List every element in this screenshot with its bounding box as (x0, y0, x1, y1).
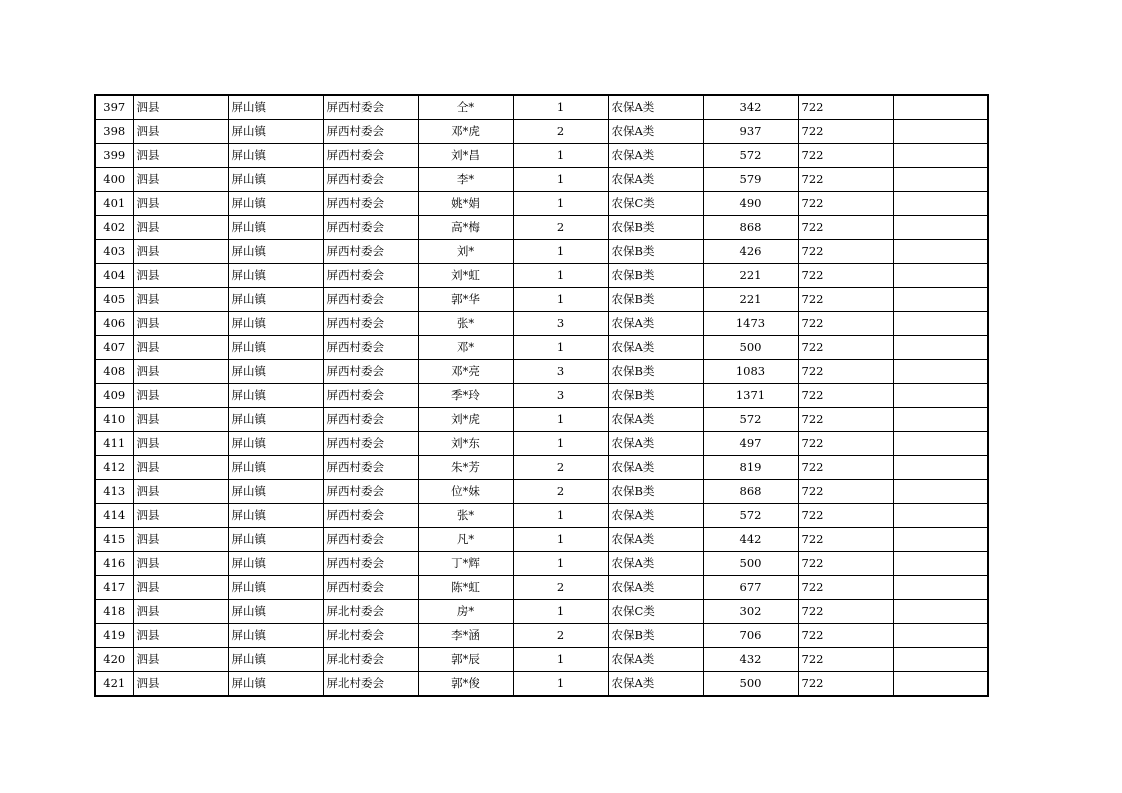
name-cell: 高*梅 (418, 216, 513, 240)
village-cell: 屏西村委会 (323, 408, 418, 432)
name-cell: 李* (418, 168, 513, 192)
county-cell: 泗县 (133, 312, 228, 336)
amount-cell: 572 (703, 408, 798, 432)
county-cell: 泗县 (133, 576, 228, 600)
remark-cell (893, 264, 988, 288)
household-size-cell: 3 (513, 360, 608, 384)
standard-cell: 722 (798, 576, 893, 600)
standard-cell: 722 (798, 336, 893, 360)
name-cell: 郭*俊 (418, 672, 513, 697)
household-size-cell: 1 (513, 600, 608, 624)
amount-cell: 937 (703, 120, 798, 144)
village-cell: 屏西村委会 (323, 288, 418, 312)
standard-cell: 722 (798, 216, 893, 240)
amount-cell: 1083 (703, 360, 798, 384)
name-cell: 仝* (418, 95, 513, 120)
standard-cell: 722 (798, 288, 893, 312)
amount-cell: 677 (703, 576, 798, 600)
amount-cell: 500 (703, 672, 798, 697)
table-row (95, 576, 988, 600)
name-cell: 张* (418, 504, 513, 528)
remark-cell (893, 552, 988, 576)
table-row (95, 456, 988, 480)
village-cell: 屏西村委会 (323, 360, 418, 384)
category-cell: 农保B类 (608, 624, 703, 648)
table-body (95, 95, 988, 696)
table-row (95, 312, 988, 336)
amount-cell: 572 (703, 144, 798, 168)
remark-cell (893, 456, 988, 480)
amount-cell: 426 (703, 240, 798, 264)
amount-cell: 868 (703, 480, 798, 504)
town-cell: 屏山镇 (228, 504, 323, 528)
table-row (95, 360, 988, 384)
name-cell: 邓* (418, 336, 513, 360)
row-number-cell: 404 (95, 264, 133, 288)
village-cell: 屏西村委会 (323, 312, 418, 336)
remark-cell (893, 432, 988, 456)
remark-cell (893, 144, 988, 168)
standard-cell: 722 (798, 552, 893, 576)
name-cell: 刘* (418, 240, 513, 264)
remark-cell (893, 648, 988, 672)
town-cell: 屏山镇 (228, 432, 323, 456)
name-cell: 丁*辉 (418, 552, 513, 576)
household-size-cell: 1 (513, 288, 608, 312)
table-row (95, 408, 988, 432)
table-row (95, 432, 988, 456)
standard-cell: 722 (798, 408, 893, 432)
category-cell: 农保B类 (608, 480, 703, 504)
name-cell: 位*妹 (418, 480, 513, 504)
remark-cell (893, 120, 988, 144)
county-cell: 泗县 (133, 120, 228, 144)
village-cell: 屏北村委会 (323, 648, 418, 672)
remark-cell (893, 528, 988, 552)
amount-cell: 342 (703, 95, 798, 120)
county-cell: 泗县 (133, 504, 228, 528)
remark-cell (893, 408, 988, 432)
household-size-cell: 3 (513, 384, 608, 408)
category-cell: 农保C类 (608, 600, 703, 624)
amount-cell: 497 (703, 432, 798, 456)
standard-cell: 722 (798, 648, 893, 672)
category-cell: 农保A类 (608, 95, 703, 120)
household-size-cell: 2 (513, 216, 608, 240)
county-cell: 泗县 (133, 624, 228, 648)
village-cell: 屏西村委会 (323, 216, 418, 240)
category-cell: 农保A类 (608, 552, 703, 576)
category-cell: 农保A类 (608, 336, 703, 360)
town-cell: 屏山镇 (228, 360, 323, 384)
standard-cell: 722 (798, 480, 893, 504)
standard-cell: 722 (798, 432, 893, 456)
household-size-cell: 2 (513, 624, 608, 648)
household-size-cell: 1 (513, 336, 608, 360)
village-cell: 屏北村委会 (323, 600, 418, 624)
county-cell: 泗县 (133, 264, 228, 288)
remark-cell (893, 504, 988, 528)
household-size-cell: 1 (513, 144, 608, 168)
village-cell: 屏西村委会 (323, 504, 418, 528)
village-cell: 屏西村委会 (323, 552, 418, 576)
standard-cell: 722 (798, 624, 893, 648)
table-row (95, 264, 988, 288)
household-size-cell: 1 (513, 552, 608, 576)
row-number-cell: 410 (95, 408, 133, 432)
remark-cell (893, 95, 988, 120)
remark-cell (893, 624, 988, 648)
row-number-cell: 421 (95, 672, 133, 697)
category-cell: 农保B类 (608, 360, 703, 384)
county-cell: 泗县 (133, 672, 228, 697)
amount-cell: 1371 (703, 384, 798, 408)
town-cell: 屏山镇 (228, 600, 323, 624)
row-number-cell: 413 (95, 480, 133, 504)
village-cell: 屏西村委会 (323, 168, 418, 192)
table-row (95, 528, 988, 552)
table-row (95, 120, 988, 144)
name-cell: 刘*东 (418, 432, 513, 456)
name-cell: 邓*亮 (418, 360, 513, 384)
village-cell: 屏西村委会 (323, 384, 418, 408)
household-size-cell: 1 (513, 95, 608, 120)
row-number-cell: 416 (95, 552, 133, 576)
category-cell: 农保B类 (608, 240, 703, 264)
remark-cell (893, 384, 988, 408)
category-cell: 农保A类 (608, 168, 703, 192)
table-row (95, 384, 988, 408)
household-size-cell: 1 (513, 528, 608, 552)
county-cell: 泗县 (133, 480, 228, 504)
row-number-cell: 419 (95, 624, 133, 648)
name-cell: 郭*辰 (418, 648, 513, 672)
table-row (95, 216, 988, 240)
row-number-cell: 417 (95, 576, 133, 600)
village-cell: 屏西村委会 (323, 480, 418, 504)
category-cell: 农保B类 (608, 384, 703, 408)
household-size-cell: 1 (513, 168, 608, 192)
county-cell: 泗县 (133, 648, 228, 672)
remark-cell (893, 360, 988, 384)
amount-cell: 442 (703, 528, 798, 552)
table-row (95, 648, 988, 672)
amount-cell: 572 (703, 504, 798, 528)
category-cell: 农保A类 (608, 312, 703, 336)
row-number-cell: 415 (95, 528, 133, 552)
name-cell: 刘*虎 (418, 408, 513, 432)
category-cell: 农保A类 (608, 408, 703, 432)
table-row (95, 672, 988, 697)
county-cell: 泗县 (133, 360, 228, 384)
row-number-cell: 397 (95, 95, 133, 120)
remark-cell (893, 312, 988, 336)
town-cell: 屏山镇 (228, 216, 323, 240)
town-cell: 屏山镇 (228, 528, 323, 552)
amount-cell: 579 (703, 168, 798, 192)
table-row (95, 480, 988, 504)
standard-cell: 722 (798, 360, 893, 384)
table-row (95, 192, 988, 216)
county-cell: 泗县 (133, 192, 228, 216)
name-cell: 陈*虹 (418, 576, 513, 600)
county-cell: 泗县 (133, 456, 228, 480)
category-cell: 农保A类 (608, 120, 703, 144)
household-size-cell: 1 (513, 264, 608, 288)
amount-cell: 432 (703, 648, 798, 672)
standard-cell: 722 (798, 456, 893, 480)
category-cell: 农保A类 (608, 528, 703, 552)
village-cell: 屏西村委会 (323, 95, 418, 120)
county-cell: 泗县 (133, 384, 228, 408)
remark-cell (893, 168, 988, 192)
category-cell: 农保B类 (608, 288, 703, 312)
standard-cell: 722 (798, 384, 893, 408)
row-number-cell: 408 (95, 360, 133, 384)
row-number-cell: 411 (95, 432, 133, 456)
village-cell: 屏西村委会 (323, 192, 418, 216)
category-cell: 农保B类 (608, 216, 703, 240)
name-cell: 邓*虎 (418, 120, 513, 144)
town-cell: 屏山镇 (228, 240, 323, 264)
household-size-cell: 2 (513, 456, 608, 480)
remark-cell (893, 600, 988, 624)
town-cell: 屏山镇 (228, 672, 323, 697)
name-cell: 凡* (418, 528, 513, 552)
name-cell: 刘*昌 (418, 144, 513, 168)
county-cell: 泗县 (133, 288, 228, 312)
household-size-cell: 1 (513, 648, 608, 672)
village-cell: 屏北村委会 (323, 672, 418, 697)
standard-cell: 722 (798, 240, 893, 264)
household-size-cell: 1 (513, 504, 608, 528)
town-cell: 屏山镇 (228, 120, 323, 144)
standard-cell: 722 (798, 120, 893, 144)
household-size-cell: 1 (513, 240, 608, 264)
amount-cell: 868 (703, 216, 798, 240)
name-cell: 房* (418, 600, 513, 624)
village-cell: 屏西村委会 (323, 336, 418, 360)
amount-cell: 221 (703, 288, 798, 312)
row-number-cell: 401 (95, 192, 133, 216)
table-row (95, 95, 988, 120)
town-cell: 屏山镇 (228, 264, 323, 288)
county-cell: 泗县 (133, 552, 228, 576)
name-cell: 李*涵 (418, 624, 513, 648)
name-cell: 季*玲 (418, 384, 513, 408)
county-cell: 泗县 (133, 408, 228, 432)
amount-cell: 500 (703, 552, 798, 576)
household-size-cell: 2 (513, 576, 608, 600)
remark-cell (893, 576, 988, 600)
remark-cell (893, 672, 988, 697)
household-size-cell: 2 (513, 120, 608, 144)
table-row (95, 240, 988, 264)
category-cell: 农保A类 (608, 432, 703, 456)
county-cell: 泗县 (133, 240, 228, 264)
town-cell: 屏山镇 (228, 576, 323, 600)
amount-cell: 490 (703, 192, 798, 216)
row-number-cell: 399 (95, 144, 133, 168)
remark-cell (893, 240, 988, 264)
row-number-cell: 406 (95, 312, 133, 336)
county-cell: 泗县 (133, 336, 228, 360)
name-cell: 郭*华 (418, 288, 513, 312)
village-cell: 屏西村委会 (323, 120, 418, 144)
town-cell: 屏山镇 (228, 95, 323, 120)
data-table (94, 94, 989, 697)
village-cell: 屏北村委会 (323, 624, 418, 648)
row-number-cell: 420 (95, 648, 133, 672)
row-number-cell: 418 (95, 600, 133, 624)
town-cell: 屏山镇 (228, 144, 323, 168)
village-cell: 屏西村委会 (323, 240, 418, 264)
name-cell: 张* (418, 312, 513, 336)
name-cell: 姚*娟 (418, 192, 513, 216)
table-row (95, 336, 988, 360)
town-cell: 屏山镇 (228, 312, 323, 336)
table-row (95, 288, 988, 312)
town-cell: 屏山镇 (228, 336, 323, 360)
table-row (95, 144, 988, 168)
category-cell: 农保A类 (608, 144, 703, 168)
amount-cell: 706 (703, 624, 798, 648)
remark-cell (893, 288, 988, 312)
town-cell: 屏山镇 (228, 384, 323, 408)
remark-cell (893, 192, 988, 216)
town-cell: 屏山镇 (228, 192, 323, 216)
standard-cell: 722 (798, 312, 893, 336)
table-row (95, 168, 988, 192)
category-cell: 农保A类 (608, 504, 703, 528)
standard-cell: 722 (798, 95, 893, 120)
remark-cell (893, 336, 988, 360)
category-cell: 农保A类 (608, 648, 703, 672)
row-number-cell: 403 (95, 240, 133, 264)
town-cell: 屏山镇 (228, 168, 323, 192)
amount-cell: 500 (703, 336, 798, 360)
row-number-cell: 412 (95, 456, 133, 480)
household-size-cell: 1 (513, 672, 608, 697)
standard-cell: 722 (798, 168, 893, 192)
household-size-cell: 1 (513, 192, 608, 216)
category-cell: 农保B类 (608, 264, 703, 288)
standard-cell: 722 (798, 504, 893, 528)
county-cell: 泗县 (133, 168, 228, 192)
village-cell: 屏西村委会 (323, 144, 418, 168)
standard-cell: 722 (798, 672, 893, 697)
remark-cell (893, 480, 988, 504)
household-size-cell: 3 (513, 312, 608, 336)
county-cell: 泗县 (133, 528, 228, 552)
town-cell: 屏山镇 (228, 552, 323, 576)
row-number-cell: 398 (95, 120, 133, 144)
name-cell: 朱*芳 (418, 456, 513, 480)
town-cell: 屏山镇 (228, 456, 323, 480)
county-cell: 泗县 (133, 600, 228, 624)
household-size-cell: 1 (513, 408, 608, 432)
name-cell: 刘*虹 (418, 264, 513, 288)
amount-cell: 302 (703, 600, 798, 624)
county-cell: 泗县 (133, 144, 228, 168)
town-cell: 屏山镇 (228, 480, 323, 504)
village-cell: 屏西村委会 (323, 576, 418, 600)
table-row (95, 600, 988, 624)
village-cell: 屏西村委会 (323, 432, 418, 456)
row-number-cell: 400 (95, 168, 133, 192)
table-row (95, 552, 988, 576)
standard-cell: 722 (798, 264, 893, 288)
amount-cell: 1473 (703, 312, 798, 336)
remark-cell (893, 216, 988, 240)
household-size-cell: 2 (513, 480, 608, 504)
amount-cell: 819 (703, 456, 798, 480)
village-cell: 屏西村委会 (323, 456, 418, 480)
village-cell: 屏西村委会 (323, 264, 418, 288)
standard-cell: 722 (798, 600, 893, 624)
village-cell: 屏西村委会 (323, 528, 418, 552)
town-cell: 屏山镇 (228, 648, 323, 672)
table-row (95, 624, 988, 648)
row-number-cell: 409 (95, 384, 133, 408)
standard-cell: 722 (798, 528, 893, 552)
row-number-cell: 414 (95, 504, 133, 528)
row-number-cell: 402 (95, 216, 133, 240)
county-cell: 泗县 (133, 95, 228, 120)
amount-cell: 221 (703, 264, 798, 288)
category-cell: 农保A类 (608, 672, 703, 697)
table-row (95, 504, 988, 528)
category-cell: 农保C类 (608, 192, 703, 216)
county-cell: 泗县 (133, 432, 228, 456)
standard-cell: 722 (798, 192, 893, 216)
town-cell: 屏山镇 (228, 624, 323, 648)
category-cell: 农保A类 (608, 456, 703, 480)
row-number-cell: 405 (95, 288, 133, 312)
category-cell: 农保A类 (608, 576, 703, 600)
household-size-cell: 1 (513, 432, 608, 456)
county-cell: 泗县 (133, 216, 228, 240)
town-cell: 屏山镇 (228, 288, 323, 312)
row-number-cell: 407 (95, 336, 133, 360)
standard-cell: 722 (798, 144, 893, 168)
town-cell: 屏山镇 (228, 408, 323, 432)
